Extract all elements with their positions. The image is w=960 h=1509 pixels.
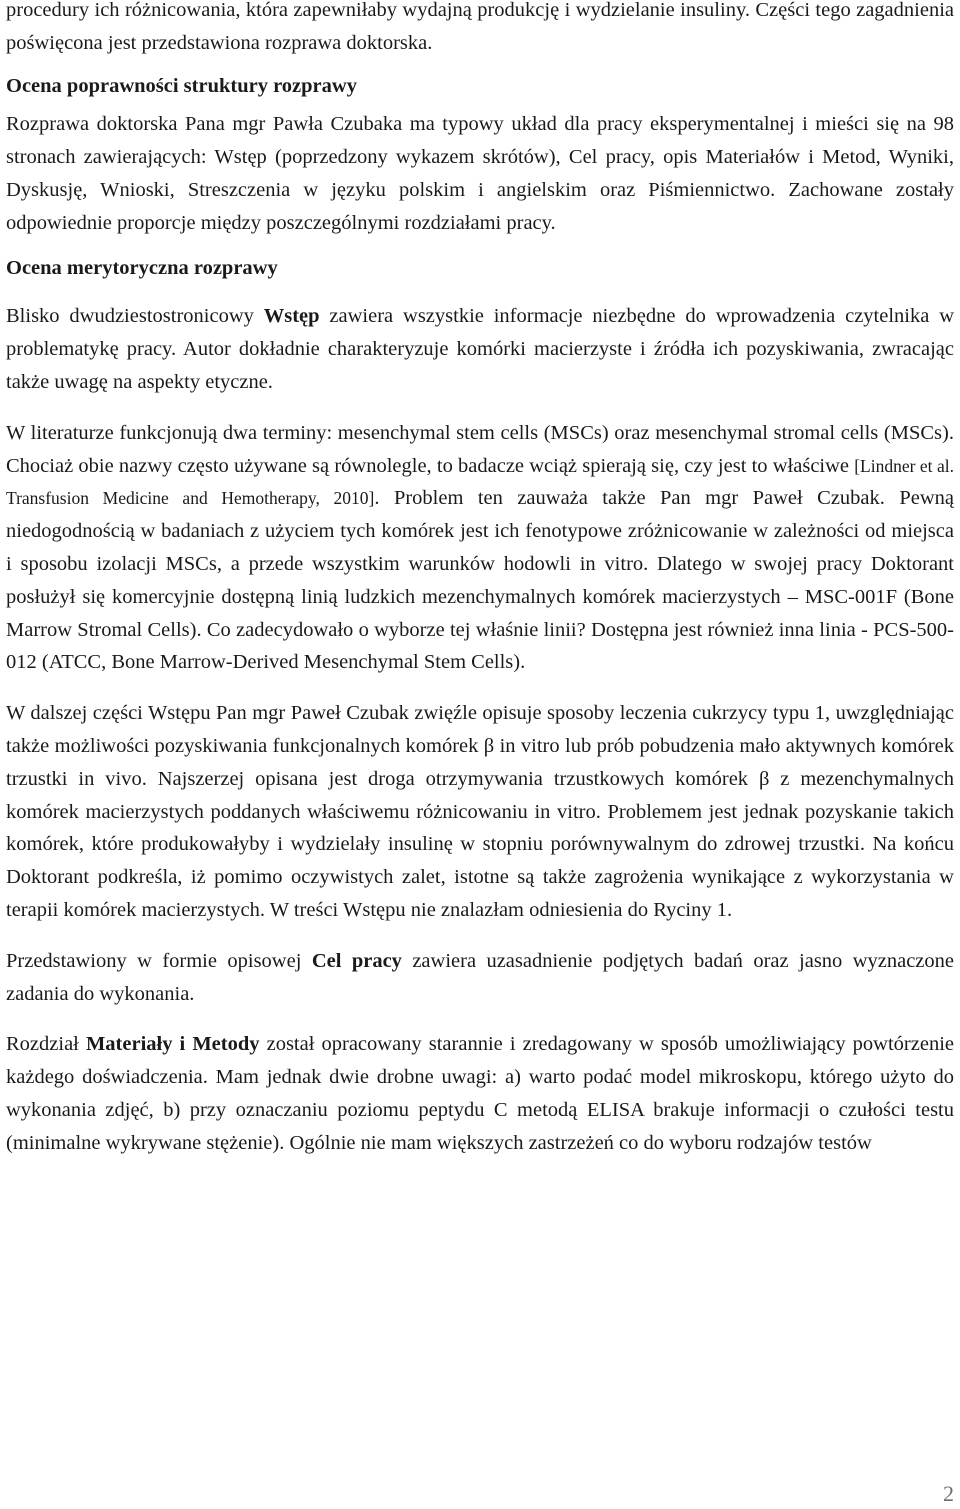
paragraph-methods bbox=[6, 1028, 954, 1159]
text-run: zawiera wszystkie informacje niezbędne do wprowadzenia czytelnika w problematykę pracy. Autor dokładnie charakteryzuje komórki macierzyste i źródła ich pozyskiwania, zwracając także uwagę na aspekty etyczne. bbox=[6, 305, 954, 393]
paragraph-diabetes-treatment: W dalszej części Wstępu Pan mgr Paweł Czubak zwięźle opisuje sposoby leczenia cukrzycy typu 1, uwzględniając także możliwości pozyskiwania funkcjonalnych komórek β in vitro lub prób pobudzenia mało aktywnych komórek trzustki in vivo. Najszerzej opisana jest droga otrzymywania trzustkowych komórek β z mezenchymalnych komórek macierzystych poddanych właściwemu różnicowaniu in vitro. Problemem jest jednak pozyskanie takich komórek, które produkowałyby i wydzielały insulinę w stopniu porównywalnym do zdrowej trzustki. Na końcu Doktorant podkreśla, iż pomimo oczywistych zalet, istotne są także zagrożenia wynikające z wykorzystania w terapii komórek macierzystych. W treści Wstępu nie znalazłam odniesienia do Ryciny 1. bbox=[6, 702, 954, 921]
page-number: 2 bbox=[943, 1481, 954, 1506]
citation-reference: [Lindner et al. Transfusion Medicine and Hemotherapy, 2010] bbox=[6, 455, 955, 509]
paragraph-aim bbox=[6, 945, 954, 1011]
bold-term-wstep: Wstęp bbox=[263, 305, 320, 328]
text-run: Przedstawiony w formie opisowej bbox=[6, 949, 312, 972]
paragraph-msc-terminology bbox=[6, 417, 954, 679]
text-run: . Problem ten zauważa także Pan mgr Paweł Czubak. Pewną niedogodnością w badaniach z użyciem tych komórek jest ich fenotypowe zróżnicowanie w zależności od miejsca i sposobu izolacji MSCs, a przede wszystkim warunków hodowli in vitro. Dlatego w swojej pracy Doktorant posłużył się komercyjnie dostępną linią ludzkich mezenchymalnych komórek macierzystych – MSC-001F (Bone Marrow Stromal Cells). Co zadecydowało o wyborze tej właśnie linii? Dostępna jest również inna linia - PCS-500-012 (ATCC, Bone Marrow-Derived Mesenchymal Stem Cells). bbox=[6, 487, 954, 674]
text-run: zawiera uzasadnienie podjętych badań oraz jasno wyznaczone zadania do wykonania. bbox=[6, 949, 955, 1005]
document-page bbox=[6, 0, 954, 1160]
text-run: został opracowany starannie i zredagowany w sposób umożliwiający powtórzenie każdego doświadczenia. Mam jednak dwie drobne uwagi: a) warto podać model mikroskopu, którego użyto do wykonania zdjęć, b) przy oznaczaniu poziomu peptydu C metodą ELISA brakuje informacji o czułości testu (minimalne wykrywane stężenie). Ogólnie nie mam większych zastrzeżeń co do wyboru rodzajów testów bbox=[6, 1033, 954, 1154]
section-heading-structure: Ocena poprawności struktury rozprawy bbox=[6, 74, 357, 97]
paragraph-introduction-review bbox=[6, 300, 954, 398]
paragraph-structure: Rozprawa doktorska Pana mgr Pawła Czubaka ma typowy układ dla pracy eksperymentalnej i mieści się na 98 stronach zawierających: Wstęp (poprzedzony wykazem skrótów), Cel pracy, opis Materiałów i Metod, Wyniki, Dyskusję, Wnioski, Streszczenia w języku polskim i angielskim oraz Piśmiennictwo. Zachowane zostały odpowiednie proporcje między poszczególnymi rozdziałami pracy. bbox=[6, 113, 954, 234]
section-heading-merit: Ocena merytoryczna rozprawy bbox=[6, 256, 278, 279]
text-run: Blisko dwudziestostronicowy bbox=[6, 305, 264, 328]
paragraph-intro-continuation: procedury ich różnicowania, która zapewniłaby wydajną produkcję i wydzielanie insuliny. Części tego zagadnienia poświęcona jest przedstawiona rozprawa doktorska. bbox=[6, 0, 954, 54]
text-run: Rozdział bbox=[6, 1033, 86, 1056]
bold-term-materialy-i-metody: Materiały i Metody bbox=[85, 1033, 260, 1056]
bold-term-cel-pracy: Cel pracy bbox=[311, 949, 402, 972]
text-run: W literaturze funkcjonują dwa terminy: mesenchymal stem cells (MSCs) oraz mesenchymal stromal cells (MSCs). Chociaż obie nazwy często używane są równolegle, to badacze wciąż spierają się, czy jest to właściwe bbox=[6, 421, 954, 477]
